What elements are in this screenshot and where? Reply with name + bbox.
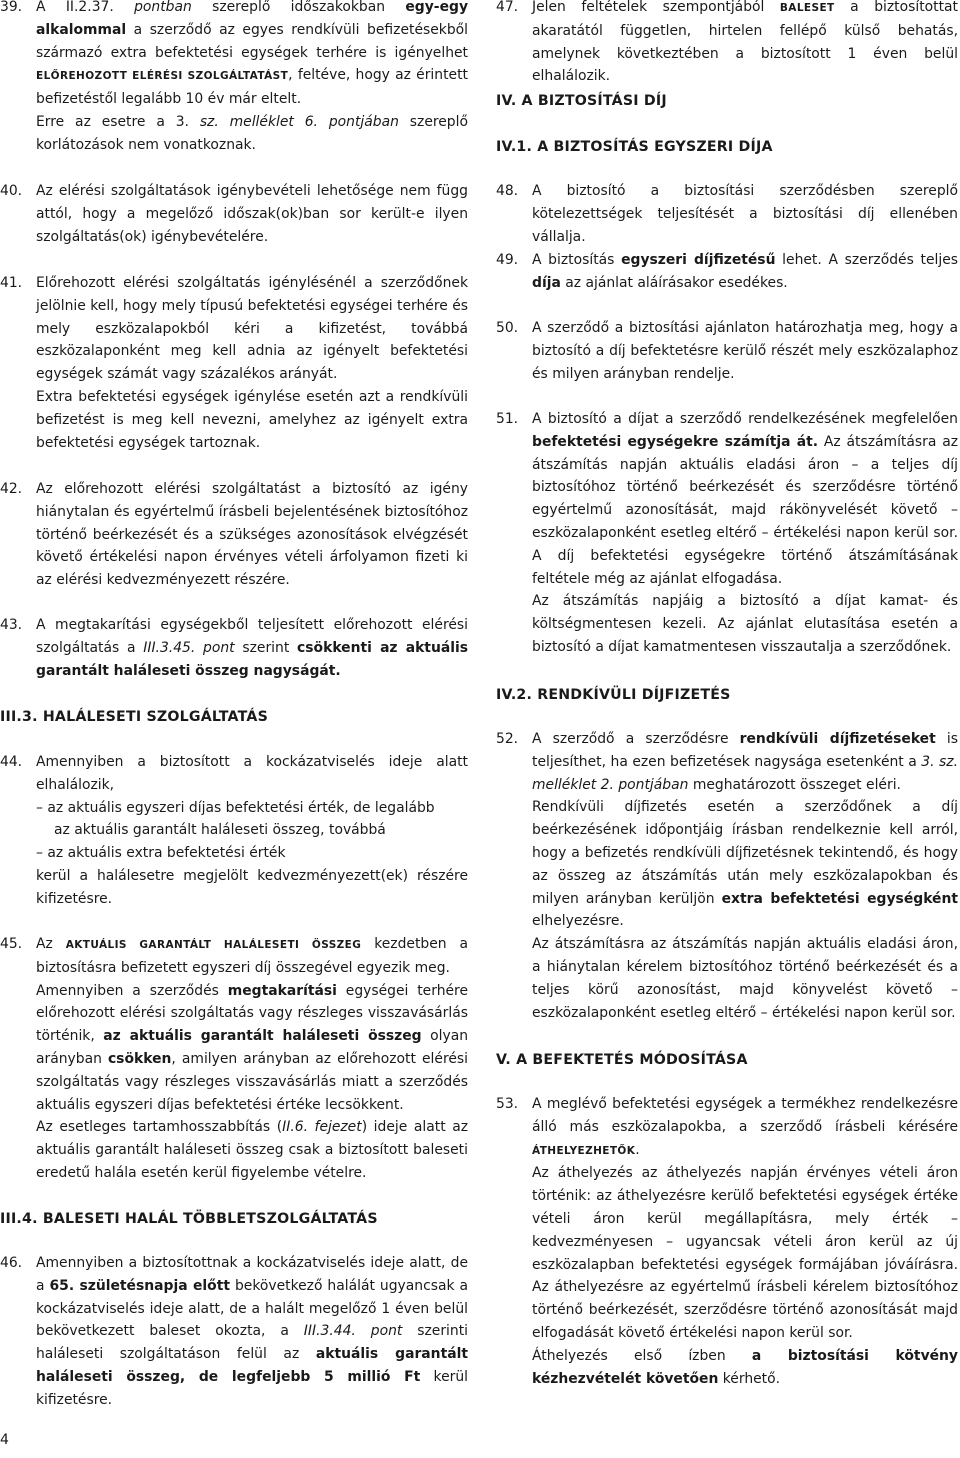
clause-number: 46. — [0, 1255, 23, 1271]
clause-number: 47. — [496, 0, 519, 15]
clause-51: 51. A biztosító a díjat a szerződő rendelkezésének megfelelően befektetési egységekre számítja át. Az átszámításra az átszámítás napján aktuális eladási áron – a teljes díj biztosítóhoz történő beérkezését és szerződésre történő egyértelmű azonosítását, majd rákönyvelését követő – eszközalaponként esetleg eltérő – értékelési napon kerül sor. A díj befektetési egységekre történő átszámításának feltétele még az ajánlat elfogadása. Az átszámítás napjáig a biztosító a díjat kamat- és költségmentesen kezeli. Az ajánlat elutasítása esetén a biztosító a díjat kamatmentesen visszautalja a szerződőnek. — [496, 408, 958, 659]
clause-number: 40. — [0, 183, 23, 199]
defined-term: AKTUÁLIS GARANTÁLT HALÁLESETI ÖSSZEG — [65, 939, 362, 951]
clause-52: 52. A szerződő a szerződésre rendkívüli díjfizetéseket is teljesíthet, ha ezen befizetések nagysága esetenként a 3. sz. melléklet 2. pontjában meghatározott összeget eléri. Rendkívüli díjfizetés esetén a szerződőnek a díj beérkezésének időpontjáig írásban rendelkeznie kell arról, hogy a befizetés rendkívüli díjfizetésnek tekintendő, és hogy az összeg az átszámítás után mely eszközalapokban és milyen arányban kerüljön extra befektetési egységként elhelyezésre. Az átszámításra az átszámítás napján aktuális eladási áron, a hiánytalan kérelem biztosítóhoz történő beérkezését és a teljes körű azonosítást, majd könyvelést követő – eszközalaponként esetleg eltérő – értékelési napon kerül sor. — [496, 728, 958, 1024]
clause-number: 41. — [0, 275, 23, 291]
clause-number: 53. — [496, 1096, 519, 1112]
section-heading-iii-3: III.3. HALÁLESETI SZOLGÁLTATÁS — [0, 709, 268, 725]
clause-49: 49. A biztosítás egyszeri díjfizetésű lehet. A szerződés teljes díja az ajánlat aláírásakor esedékes. — [496, 249, 958, 295]
clause-46: 46. Amennyiben a biztosítottnak a kockázatviselés ideje alatt, de a 65. születésnapja előtt bekövetkező halálát ugyancsak a kockázatviselés ideje alatt, de a halált megelőző 1 éven belül bekövetkezett baleset okozta, a III.3.44. pont szerinti haláleseti szolgáltatáson felül az aktuális garantált haláleseti összeg, de legfeljebb 5 millió Ft kerül kifizetésre. — [0, 1252, 468, 1412]
section-heading-iii-4: III.4. BALESETI HALÁL TÖBBLETSZOLGÁLTATÁS — [0, 1211, 378, 1227]
page-number: 4 — [0, 1432, 9, 1448]
clause-number: 50. — [496, 320, 519, 336]
section-heading-v: V. A BEFEKTETÉS MÓDOSÍTÁSA — [496, 1052, 748, 1068]
clause-53: 53. A meglévő befektetési egységek a termékhez rendelkezésre álló más eszközalapokba, a szerződő írásbeli kérésére ÁTHELYEZHETŐK. Az áthelyezés az áthelyezés napján érvényes vételi áron történik: az áthelyezésre kerülő befektetési egységek értéke vételi áron kerül megállapításra, mely érték – kedvezményesen – ugyancsak vételi áron kerül az új eszközalapban befektetési egységek formájában jóváírásra. Az áthelyezésre az egyértelmű írásbeli kérelem biztosítóhoz történő beérkezését, szerződésre történő azonosítását majd elfogadását követő értékelési napon kerül sor. Áthelyezés első ízben a biztosítási kötvény kézhezvételét követően kérhető. — [496, 1093, 958, 1390]
clause-number: 39. — [0, 0, 23, 15]
clause-number: 49. — [496, 252, 519, 268]
clause-39: 39. A II.2.37. pontban szereplő időszakokban egy-egy alkalommal a szerződő az egyes rendkívüli befizetésekből származó extra befektetési egységek terhére is igényelhet ELŐREHOZOTT ELÉRÉSI SZOLGÁLTATÁST, feltéve, hogy az érintett befizetéstől legalább 10 év már eltelt. Erre az esetre a 3. sz. melléklet 6. pontjában szereplő korlátozások nem vonatkoznak. — [0, 0, 468, 157]
section-heading-iv-2: IV.2. RENDKÍVÜLI DÍJFIZETÉS — [496, 687, 731, 703]
clause-number: 52. — [496, 731, 519, 747]
clause-48: 48. A biztosító a biztosítási szerződésben szereplő kötelezettségek teljesítését a biztosítási díj ellenében vállalja. — [496, 180, 958, 248]
clause-number: 43. — [0, 617, 23, 633]
clause-number: 44. — [0, 754, 23, 770]
clause-45: 45. Az AKTUÁLIS GARANTÁLT HALÁLESETI ÖSSZEG kezdetben a biztosításra befizetett egyszeri díj összegével egyezik meg. Amennyiben a szerződés megtakarítási egységei terhére előrehozott elérési szolgáltatás vagy részleges visszavásárlás történik, az aktuális garantált haláleseti összeg olyan arányban csökken, amilyen arányban az előrehozott elérési szolgáltatás vagy részleges visszavásárlás miatt a szerződés aktuális egyszeri díjas befektetési értéke lecsökkent. Az esetleges tartamhosszabbítás (II.6. fejezet) ideje alatt az aktuális garantált haláleseti összeg csak a biztosított baleseti eredetű halála esetén kerül figyelembe vételre. — [0, 933, 468, 1185]
clause-number: 45. — [0, 936, 23, 952]
section-heading-iv: IV. A BIZTOSÍTÁSI DÍJ — [496, 93, 667, 109]
clause-40: 40. Az elérési szolgáltatások igénybevételi lehetősége nem függ attól, hogy a megelőző időszak(ok)ban sor került-e ilyen szolgáltatás(ok) igénybevételére. — [0, 180, 468, 248]
defined-term: BALESET — [779, 2, 835, 14]
clause-number: 51. — [496, 411, 519, 427]
clause-number: 42. — [0, 481, 23, 497]
defined-term: ÁTHELYEZHETŐK — [532, 1144, 636, 1157]
clause-number: 48. — [496, 183, 519, 199]
clause-41: 41. Előrehozott elérési szolgáltatás igénylésénél a szerződőnek jelölnie kell, hogy mely típusú befektetési egységei terhére és mely eszközalapokból kéri a kifizetést, továbbá eszközalaponként meg kell adnia az igényelt befektetési egységek számát vagy százalékos arányát. Extra befektetési egységek igénylése esetén azt a rendkívüli befizetést is meg kell nevezni, amelyhez az igényelt extra befektetési egységek tartoznak. — [0, 272, 468, 454]
clause-44: 44. Amennyiben a biztosított a kockázatviselés ideje alatt elhalálozik, – az aktuális egyszeri díjas befektetési érték, de legalább az aktuális garantált haláleseti összeg, továbbá – az aktuális extra befektetési érték kerül a halálesetre megjelölt kedvezményezett(ek) részére kifizetésre. — [0, 751, 468, 911]
clause-50: 50. A szerződő a biztosítási ajánlaton határozhatja meg, hogy a biztosító a díj befektetésre kerülő részét mely eszközalaphoz és milyen arányban rendelje. — [496, 317, 958, 385]
clause-47: 47. Jelen feltételek szempontjából BALESET a biztosítottat akaratától független, hirtelen fellépő külső behatás, amelynek következtében a biztosított 1 éven belül elhalálozik. — [496, 0, 958, 88]
defined-term: ELŐREHOZOTT ELÉRÉSI SZOLGÁLTATÁST — [36, 70, 289, 83]
clause-43: 43. A megtakarítási egységekből teljesített előrehozott elérési szolgáltatás a III.3.45. pont szerint csökkenti az aktuális garantált haláleseti összeg nagyságát. — [0, 614, 468, 682]
section-heading-iv-1: IV.1. A BIZTOSÍTÁS EGYSZERI DÍJA — [496, 139, 773, 155]
clause-42: 42. Az előrehozott elérési szolgáltatást a biztosító az igény hiánytalan és egyértelmű írásbeli bejelentésének biztosítóhoz történő beérkezését és a szükséges azonosítások elvégzését követő értékelési napon érvényes vételi árfolyamon fizeti ki az elérési kedvezményezett részére. — [0, 478, 468, 592]
